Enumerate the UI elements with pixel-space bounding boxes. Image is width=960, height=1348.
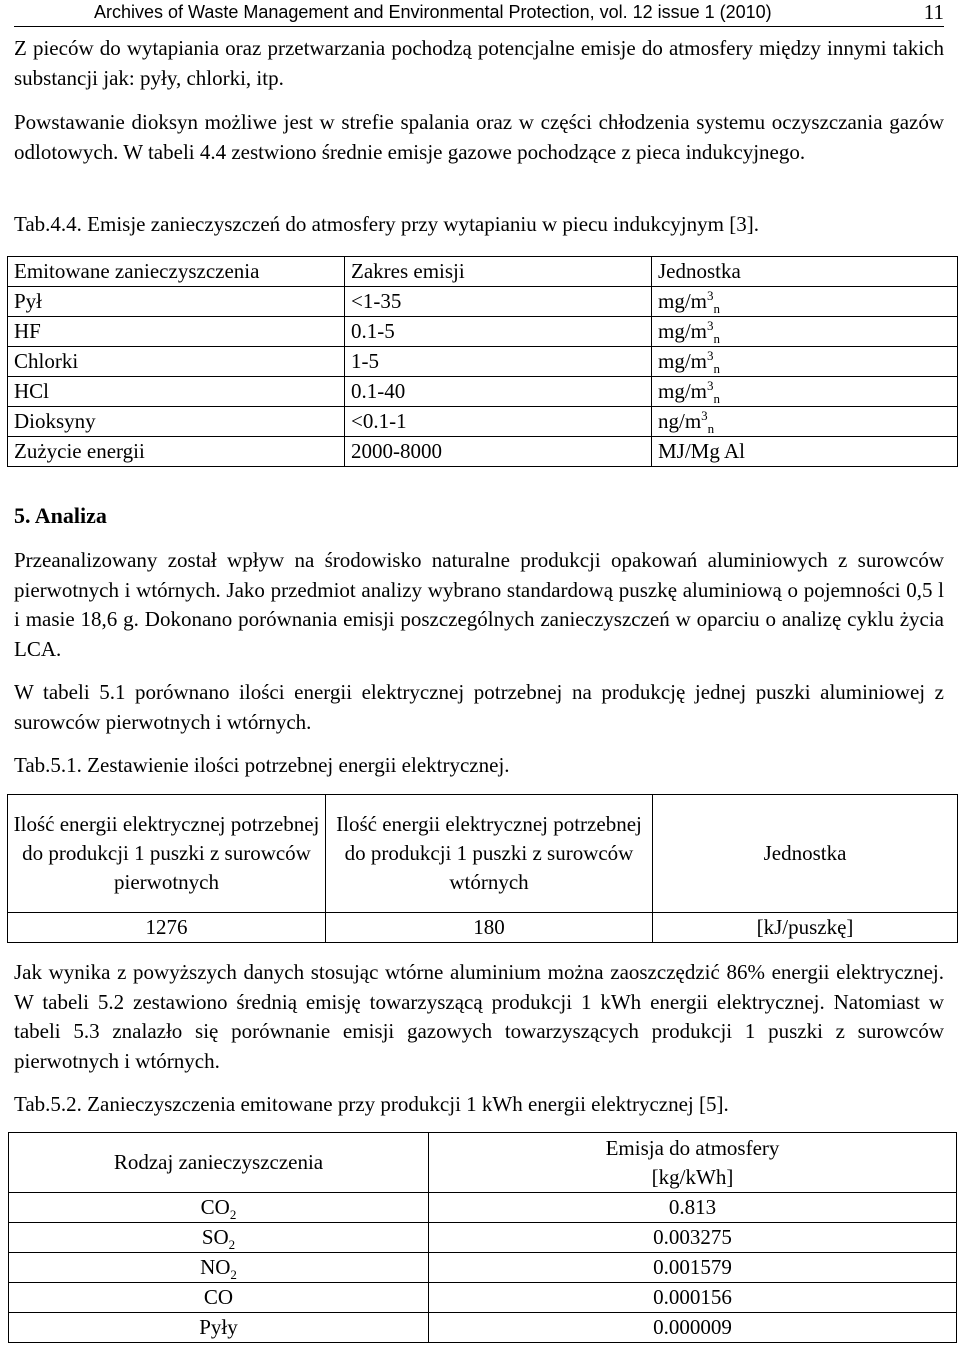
paragraph-table-5-1-intro: W tabeli 5.1 porównano ilości energii elektrycznej potrzebnej na produkcję jednej puszki aluminiowej z surowców pierwotnych i wtórnych. xyxy=(14,680,944,734)
energy-primary: 1276 xyxy=(8,913,326,943)
table-row xyxy=(9,1313,957,1343)
formula-base: NO xyxy=(200,1255,231,1279)
pollutant-name: Dioksyny xyxy=(8,407,345,437)
unit-base: mg/m xyxy=(658,379,708,403)
unit-sub: n xyxy=(707,421,715,437)
pollutant-name: Chlorki xyxy=(8,347,345,377)
table-row xyxy=(8,377,958,407)
table-row xyxy=(8,437,958,467)
table-header-cell: Ilość energii elektrycznej potrzebnej do produkcji 1 puszki z surowców wtórnych xyxy=(326,795,653,913)
pollutant-type: Pyły xyxy=(9,1313,429,1343)
unit-sup: 3 xyxy=(707,348,714,363)
table-5-1-caption: Tab.5.1. Zestawienie ilości potrzebnej energii elektrycznej. xyxy=(14,753,510,777)
table-row xyxy=(8,317,958,347)
table-header-cell: Zakres emisji xyxy=(345,257,652,287)
unit-sup: 3 xyxy=(701,408,708,423)
paragraph-emissions-intro: Z pieców do wytapiania oraz przetwarzania pochodzą potencjalne emisje do atmosfery między innymi takich substancji jak: pyły, chlorki, itp. xyxy=(14,36,944,90)
pollutant-type xyxy=(9,1193,429,1223)
emission-unit xyxy=(652,287,958,317)
table-header-cell: Jednostka xyxy=(652,257,958,287)
unit-sub: n xyxy=(713,301,721,317)
table-5-1 xyxy=(7,794,958,943)
unit-sup: 3 xyxy=(707,318,714,333)
emission-unit xyxy=(652,407,958,437)
pollutant-type: CO xyxy=(9,1283,429,1313)
table-row xyxy=(8,287,958,317)
page-number: 11 xyxy=(923,0,944,24)
pollutant-name: Zużycie energii xyxy=(8,437,345,467)
emission-unit xyxy=(652,347,958,377)
formula-sub: 2 xyxy=(230,1267,237,1283)
formula-sub: 2 xyxy=(228,1237,236,1253)
emission-range: 2000-8000 xyxy=(345,437,652,467)
running-header xyxy=(14,0,944,27)
unit-sub: n xyxy=(713,391,721,407)
table-row xyxy=(9,1223,957,1253)
emission-value: 0.003275 xyxy=(429,1223,957,1253)
formula-base: SO xyxy=(201,1225,229,1249)
unit-base: mg/m xyxy=(658,349,708,373)
unit-base: mg/m xyxy=(658,319,708,343)
pollutant-name: Pył xyxy=(8,287,345,317)
paragraph-savings: Jak wynika z powyższych danych stosując wtórne aluminium można zaoszczędzić 86% energii elektrycznej. W tabeli 5.2 zestawiono średnią emisję towarzyszącą produkcji 1 kWh energii elektrycznej. Natomiast w tabeli 5.3 znalazło się porównanie emisji gazowych towarzyszących produkcji 1 puszki z surowców pierwotnych i wtórnych. xyxy=(14,960,944,1073)
table-header-row xyxy=(8,257,958,287)
table-header-row xyxy=(9,1133,957,1193)
emission-value: 0.813 xyxy=(429,1193,957,1223)
emission-range: 1-5 xyxy=(345,347,652,377)
unit-base: mg/m xyxy=(658,289,708,313)
emission-range: 0.1-5 xyxy=(345,317,652,347)
emission-header-text: Emisja do atmosfery [kg/kWh] xyxy=(605,1135,780,1189)
journal-title: Archives of Waste Management and Environmental Protection, vol. 12 issue 1 (2010) xyxy=(94,2,772,22)
pollutant-name: HF xyxy=(8,317,345,347)
emission-range: <0.1-1 xyxy=(345,407,652,437)
table-header-cell: Jednostka xyxy=(653,795,958,913)
emission-unit: MJ/Mg Al xyxy=(652,437,958,467)
pollutant-type xyxy=(9,1253,429,1283)
energy-unit: [kJ/puszkę] xyxy=(653,913,958,943)
table-4-4 xyxy=(7,256,958,467)
pollutant-name: HCl xyxy=(8,377,345,407)
table-row xyxy=(9,1283,957,1313)
table-5-2-caption: Tab.5.2. Zanieczyszczenia emitowane przy produkcji 1 kWh energii elektrycznej [5]. xyxy=(14,1092,729,1116)
paragraph-analysis: Przeanalizowany został wpływ na środowisko naturalne produkcji opakowań aluminiowych z surowców pierwotnych i wtórnych. Jako przedmiot analizy wybrano standardową puszkę aluminiową o pojemności 0,5 l i masie 18,6 g. Dokonano porównania emisji poszczególnych zanieczyszczeń w oparciu o analizę cyklu życia LCA. xyxy=(14,548,944,661)
table-header-cell: Ilość energii elektrycznej potrzebnej do produkcji 1 puszki z surowców pierwotnych xyxy=(8,795,326,913)
table-header-cell xyxy=(429,1133,957,1193)
table-header-cell: Rodzaj zanieczyszczenia xyxy=(9,1133,429,1193)
table-row xyxy=(8,407,958,437)
emission-value: 0.001579 xyxy=(429,1253,957,1283)
pollutant-type xyxy=(9,1223,429,1253)
unit-base: ng/m xyxy=(658,409,702,433)
unit-sup: 3 xyxy=(707,288,714,303)
paragraph-dioxins: Powstawanie dioksyn możliwe jest w strefie spalania oraz w części chłodzenia systemu oczyszczania gazów odlotowych. W tabeli 4.4 zestwiono średnie emisje gazowe pochodzące z pieca indukcyjnego. xyxy=(14,110,944,164)
table-row xyxy=(8,347,958,377)
table-row xyxy=(9,1253,957,1283)
emission-unit xyxy=(652,317,958,347)
table-4-4-caption: Tab.4.4. Emisje zanieczyszczeń do atmosfery przy wytapianiu w piecu indukcyjnym [3]. xyxy=(14,212,759,236)
table-5-2 xyxy=(8,1132,957,1343)
emission-unit xyxy=(652,377,958,407)
unit-sub: n xyxy=(713,361,721,377)
energy-secondary: 180 xyxy=(326,913,653,943)
unit-sub: n xyxy=(713,331,721,347)
emission-value: 0.000156 xyxy=(429,1283,957,1313)
formula-sub: 2 xyxy=(229,1207,237,1223)
emission-range: <1-35 xyxy=(345,287,652,317)
table-row xyxy=(9,1193,957,1223)
unit-sup: 3 xyxy=(707,378,714,393)
table-row xyxy=(8,913,958,943)
formula-base: CO xyxy=(200,1195,230,1219)
table-header-row xyxy=(8,795,958,913)
table-header-cell: Emitowane zanieczyszczenia xyxy=(8,257,345,287)
section-title: 5. Analiza xyxy=(14,503,107,528)
emission-value: 0.000009 xyxy=(429,1313,957,1343)
emission-range: 0.1-40 xyxy=(345,377,652,407)
